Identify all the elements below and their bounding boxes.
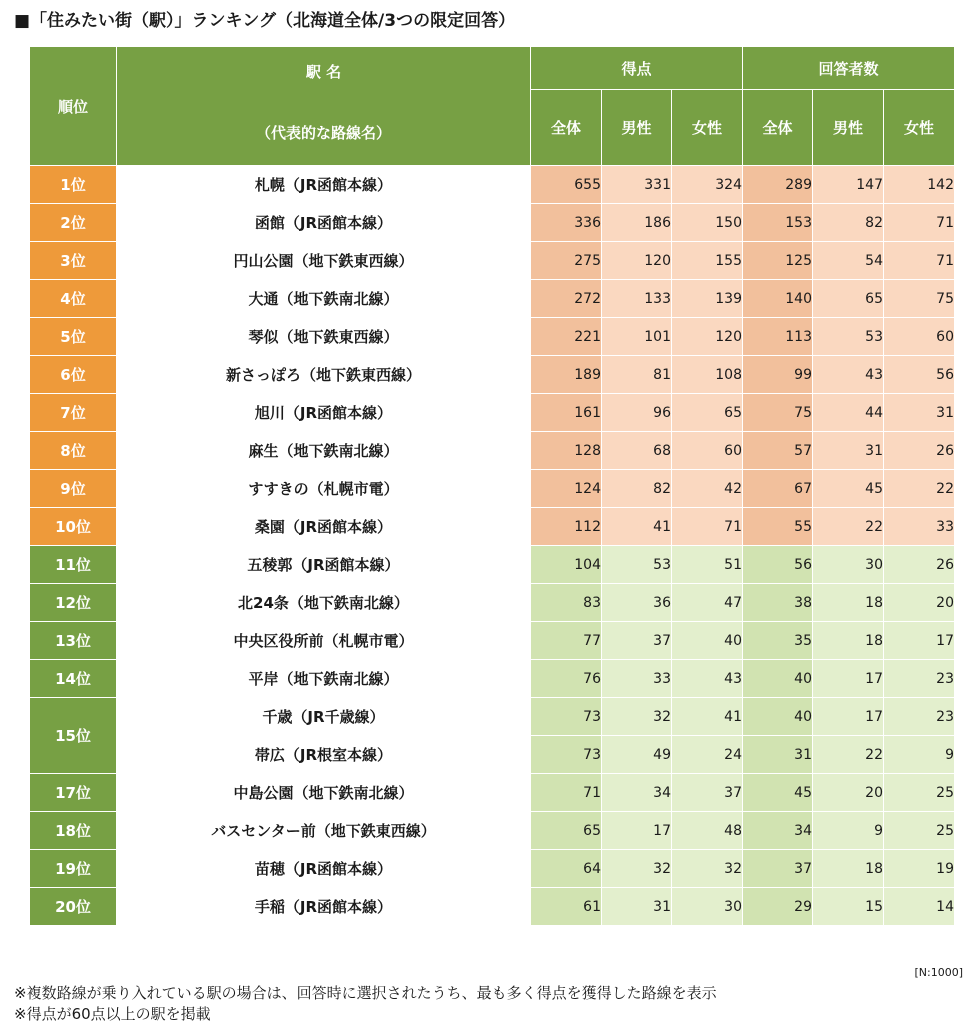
- value-cell: 112: [531, 508, 602, 546]
- value-cell: 40: [743, 660, 813, 698]
- value-cell: 33: [602, 660, 672, 698]
- value-cell: 56: [743, 546, 813, 584]
- value-cell: 32: [602, 698, 672, 736]
- value-cell: 125: [743, 242, 813, 280]
- value-cell: 82: [602, 470, 672, 508]
- header-station-line: （代表的な路線名）: [255, 124, 391, 142]
- value-cell: 29: [743, 888, 813, 926]
- value-cell: 18: [813, 850, 884, 888]
- value-cell: 324: [672, 166, 743, 204]
- value-cell: 37: [672, 774, 743, 812]
- value-cell: 186: [602, 204, 672, 242]
- header-score-male: 男性: [602, 90, 672, 166]
- value-cell: 26: [884, 546, 955, 584]
- value-cell: 71: [672, 508, 743, 546]
- station-cell: 千歳（JR千歳線）: [117, 698, 531, 736]
- value-cell: 57: [743, 432, 813, 470]
- value-cell: 82: [813, 204, 884, 242]
- table-row: [30, 242, 955, 280]
- sample-size: [N:1000]: [914, 966, 963, 979]
- station-cell: 五稜郭（JR函館本線）: [117, 546, 531, 584]
- value-cell: 15: [813, 888, 884, 926]
- value-cell: 48: [672, 812, 743, 850]
- value-cell: 64: [531, 850, 602, 888]
- header-respondents: 回答者数: [743, 47, 955, 90]
- value-cell: 35: [743, 622, 813, 660]
- rank-cell: 19位: [30, 850, 117, 888]
- rank-cell: 12位: [30, 584, 117, 622]
- value-cell: 104: [531, 546, 602, 584]
- value-cell: 17: [813, 698, 884, 736]
- rank-cell: 7位: [30, 394, 117, 432]
- value-cell: 34: [743, 812, 813, 850]
- header-rank: 順位: [30, 47, 117, 166]
- value-cell: 25: [884, 774, 955, 812]
- station-cell: 旭川（JR函館本線）: [117, 394, 531, 432]
- header-resp-total: 全体: [743, 90, 813, 166]
- rank-cell: 2位: [30, 204, 117, 242]
- value-cell: 45: [813, 470, 884, 508]
- table-row: [30, 394, 955, 432]
- value-cell: 101: [602, 318, 672, 356]
- value-cell: 22: [884, 470, 955, 508]
- rank-cell: 10位: [30, 508, 117, 546]
- table-row: [30, 470, 955, 508]
- station-cell: 琴似（地下鉄東西線）: [117, 318, 531, 356]
- value-cell: 9: [884, 736, 955, 774]
- rank-cell: 8位: [30, 432, 117, 470]
- table-row: [30, 432, 955, 470]
- value-cell: 40: [672, 622, 743, 660]
- value-cell: 38: [743, 584, 813, 622]
- value-cell: 65: [672, 394, 743, 432]
- value-cell: 153: [743, 204, 813, 242]
- value-cell: 18: [813, 584, 884, 622]
- table-row: [30, 736, 955, 774]
- station-cell: 手稲（JR函館本線）: [117, 888, 531, 926]
- ranking-body: [30, 166, 955, 926]
- station-cell: 大通（地下鉄南北線）: [117, 280, 531, 318]
- rank-cell: 9位: [30, 470, 117, 508]
- rank-cell: 4位: [30, 280, 117, 318]
- rank-cell: 5位: [30, 318, 117, 356]
- value-cell: 96: [602, 394, 672, 432]
- value-cell: 71: [884, 242, 955, 280]
- value-cell: 71: [884, 204, 955, 242]
- rank-cell: 17位: [30, 774, 117, 812]
- value-cell: 128: [531, 432, 602, 470]
- station-cell: 麻生（地下鉄南北線）: [117, 432, 531, 470]
- value-cell: 53: [602, 546, 672, 584]
- station-cell: 平岸（地下鉄南北線）: [117, 660, 531, 698]
- value-cell: 47: [672, 584, 743, 622]
- value-cell: 54: [813, 242, 884, 280]
- value-cell: 17: [813, 660, 884, 698]
- value-cell: 161: [531, 394, 602, 432]
- note-threshold: ※得点が60点以上の駅を掲載: [14, 1005, 211, 1023]
- station-cell: 北24条（地下鉄南北線）: [117, 584, 531, 622]
- header-resp-female: 女性: [884, 90, 955, 166]
- table-row: [30, 660, 955, 698]
- station-cell: 桑園（JR函館本線）: [117, 508, 531, 546]
- value-cell: 37: [743, 850, 813, 888]
- value-cell: 17: [602, 812, 672, 850]
- value-cell: 108: [672, 356, 743, 394]
- header-station: [117, 47, 531, 166]
- station-cell: 円山公園（地下鉄東西線）: [117, 242, 531, 280]
- value-cell: 99: [743, 356, 813, 394]
- value-cell: 31: [813, 432, 884, 470]
- header-station-name: 駅 名: [305, 63, 342, 81]
- value-cell: 34: [602, 774, 672, 812]
- value-cell: 139: [672, 280, 743, 318]
- page-title: ■「住みたい街（駅）」ランキング（北海道全体/3つの限定回答）: [14, 11, 516, 31]
- value-cell: 32: [602, 850, 672, 888]
- value-cell: 22: [813, 736, 884, 774]
- value-cell: 61: [531, 888, 602, 926]
- table-row: [30, 280, 955, 318]
- table-row: [30, 622, 955, 660]
- value-cell: 73: [531, 698, 602, 736]
- value-cell: 189: [531, 356, 602, 394]
- value-cell: 53: [813, 318, 884, 356]
- value-cell: 120: [602, 242, 672, 280]
- table-row: [30, 166, 955, 204]
- rank-cell: 11位: [30, 546, 117, 584]
- value-cell: 150: [672, 204, 743, 242]
- value-cell: 31: [884, 394, 955, 432]
- rank-cell: 1位: [30, 166, 117, 204]
- table-row: [30, 698, 955, 736]
- value-cell: 42: [672, 470, 743, 508]
- table-row: [30, 356, 955, 394]
- rank-cell: 3位: [30, 242, 117, 280]
- value-cell: 43: [672, 660, 743, 698]
- value-cell: 22: [813, 508, 884, 546]
- value-cell: 221: [531, 318, 602, 356]
- value-cell: 67: [743, 470, 813, 508]
- station-cell: 中島公園（地下鉄南北線）: [117, 774, 531, 812]
- value-cell: 113: [743, 318, 813, 356]
- rank-cell: 20位: [30, 888, 117, 926]
- value-cell: 23: [884, 698, 955, 736]
- value-cell: 37: [602, 622, 672, 660]
- value-cell: 31: [602, 888, 672, 926]
- table-row: [30, 584, 955, 622]
- value-cell: 45: [743, 774, 813, 812]
- value-cell: 142: [884, 166, 955, 204]
- table-row: [30, 318, 955, 356]
- value-cell: 17: [884, 622, 955, 660]
- value-cell: 23: [884, 660, 955, 698]
- value-cell: 18: [813, 622, 884, 660]
- header-score-total: 全体: [531, 90, 602, 166]
- value-cell: 60: [884, 318, 955, 356]
- value-cell: 655: [531, 166, 602, 204]
- table-row: [30, 204, 955, 242]
- value-cell: 14: [884, 888, 955, 926]
- header-score: 得点: [531, 47, 743, 90]
- ranking-table: [29, 46, 955, 926]
- rank-cell: 6位: [30, 356, 117, 394]
- value-cell: 68: [602, 432, 672, 470]
- value-cell: 71: [531, 774, 602, 812]
- value-cell: 60: [672, 432, 743, 470]
- value-cell: 133: [602, 280, 672, 318]
- value-cell: 289: [743, 166, 813, 204]
- value-cell: 120: [672, 318, 743, 356]
- value-cell: 26: [884, 432, 955, 470]
- value-cell: 77: [531, 622, 602, 660]
- table-row: [30, 888, 955, 926]
- value-cell: 124: [531, 470, 602, 508]
- station-cell: 中央区役所前（札幌市電）: [117, 622, 531, 660]
- value-cell: 76: [531, 660, 602, 698]
- value-cell: 81: [602, 356, 672, 394]
- station-cell: 帯広（JR根室本線）: [117, 736, 531, 774]
- value-cell: 19: [884, 850, 955, 888]
- table-row: [30, 508, 955, 546]
- value-cell: 32: [672, 850, 743, 888]
- value-cell: 49: [602, 736, 672, 774]
- note-lines: ※複数路線が乗り入れている駅の場合は、回答時に選択されたうち、最も多く得点を獲得した路線を表示: [14, 984, 717, 1002]
- value-cell: 33: [884, 508, 955, 546]
- value-cell: 65: [813, 280, 884, 318]
- value-cell: 75: [743, 394, 813, 432]
- value-cell: 73: [531, 736, 602, 774]
- value-cell: 41: [602, 508, 672, 546]
- rank-cell: 13位: [30, 622, 117, 660]
- table-row: [30, 774, 955, 812]
- value-cell: 41: [672, 698, 743, 736]
- value-cell: 43: [813, 356, 884, 394]
- value-cell: 155: [672, 242, 743, 280]
- value-cell: 30: [813, 546, 884, 584]
- value-cell: 9: [813, 812, 884, 850]
- station-cell: 新さっぽろ（地下鉄東西線）: [117, 356, 531, 394]
- value-cell: 147: [813, 166, 884, 204]
- table-row: [30, 850, 955, 888]
- value-cell: 20: [884, 584, 955, 622]
- value-cell: 25: [884, 812, 955, 850]
- value-cell: 30: [672, 888, 743, 926]
- station-cell: 札幌（JR函館本線）: [117, 166, 531, 204]
- value-cell: 83: [531, 584, 602, 622]
- value-cell: 65: [531, 812, 602, 850]
- station-cell: 苗穂（JR函館本線）: [117, 850, 531, 888]
- value-cell: 56: [884, 356, 955, 394]
- rank-cell: 14位: [30, 660, 117, 698]
- value-cell: 140: [743, 280, 813, 318]
- table-row: [30, 812, 955, 850]
- value-cell: 40: [743, 698, 813, 736]
- value-cell: 51: [672, 546, 743, 584]
- value-cell: 272: [531, 280, 602, 318]
- value-cell: 44: [813, 394, 884, 432]
- value-cell: 20: [813, 774, 884, 812]
- table-row: [30, 546, 955, 584]
- header-resp-male: 男性: [813, 90, 884, 166]
- value-cell: 31: [743, 736, 813, 774]
- station-cell: 函館（JR函館本線）: [117, 204, 531, 242]
- rank-cell: 15位: [30, 698, 117, 774]
- station-cell: バスセンター前（地下鉄東西線）: [117, 812, 531, 850]
- value-cell: 55: [743, 508, 813, 546]
- value-cell: 336: [531, 204, 602, 242]
- station-cell: すすきの（札幌市電）: [117, 470, 531, 508]
- header-score-female: 女性: [672, 90, 743, 166]
- value-cell: 331: [602, 166, 672, 204]
- value-cell: 36: [602, 584, 672, 622]
- rank-cell: 18位: [30, 812, 117, 850]
- value-cell: 24: [672, 736, 743, 774]
- value-cell: 75: [884, 280, 955, 318]
- value-cell: 275: [531, 242, 602, 280]
